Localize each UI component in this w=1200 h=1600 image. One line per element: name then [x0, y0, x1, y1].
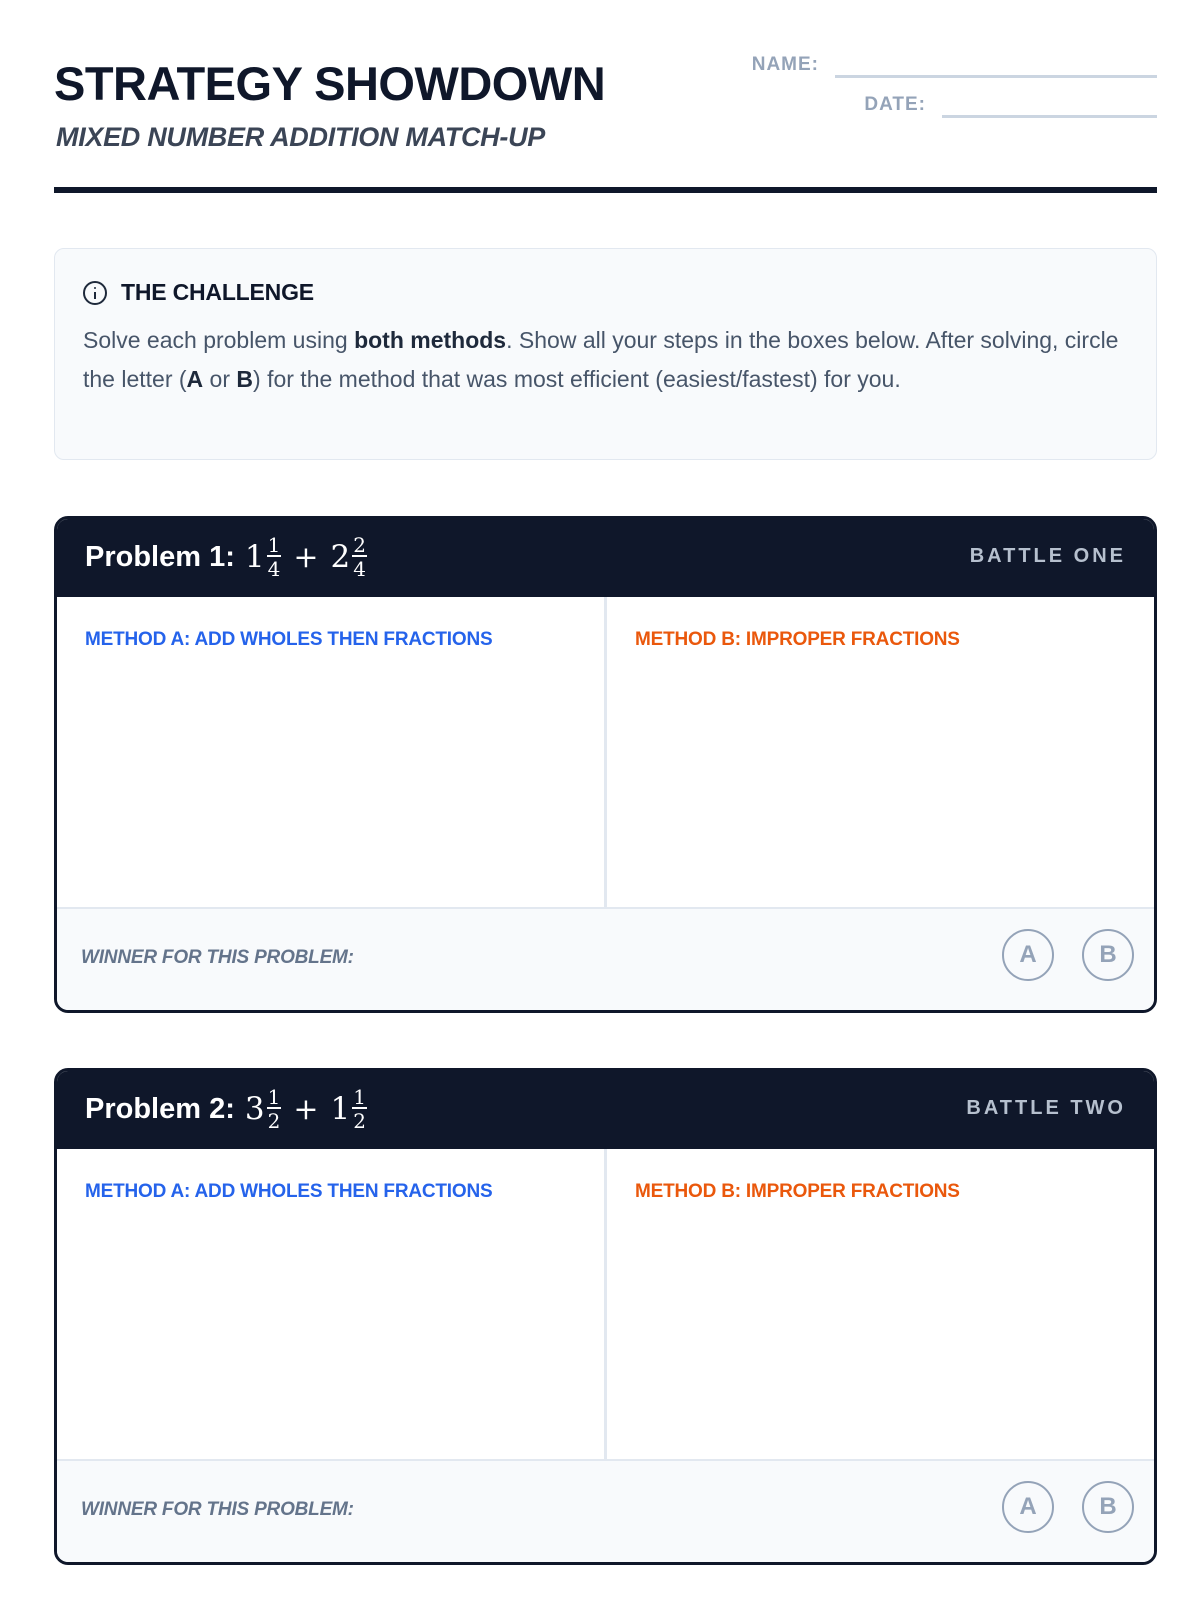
- page-title: STRATEGY SHOWDOWN: [54, 57, 606, 110]
- method-b-label: METHOD B: IMPROPER FRACTIONS: [635, 629, 960, 650]
- method-a-workspace[interactable]: [57, 597, 607, 907]
- battle-tag: BATTLE ONE: [969, 545, 1126, 567]
- date-field[interactable]: [864, 94, 1157, 116]
- date-label: DATE:: [864, 94, 926, 115]
- whole-part: 2: [330, 539, 351, 575]
- instructions-text-1: Solve each problem using: [83, 327, 355, 353]
- winner-label: WINNER FOR THIS PROBLEM:: [81, 947, 354, 968]
- numerator: 2: [353, 533, 366, 557]
- instructions-text-4: ) for the method that was most efficient (easiest/fastest) for you.: [253, 366, 901, 392]
- denominator: 4: [353, 557, 366, 581]
- denominator: 4: [267, 557, 281, 581]
- problem-label: [85, 1087, 367, 1131]
- name-label: NAME:: [751, 54, 819, 75]
- method-b-workspace[interactable]: [607, 1149, 1154, 1459]
- whole-part: 3: [244, 1091, 265, 1127]
- fraction: [267, 1087, 282, 1131]
- winner-row: [57, 907, 1154, 1013]
- choice-b-circle[interactable]: B: [1082, 929, 1134, 981]
- mixed-number: [330, 535, 366, 579]
- method-b-workspace[interactable]: [607, 597, 1154, 907]
- problem-expression: [245, 535, 367, 579]
- header-divider: [54, 187, 1157, 193]
- method-panels: [57, 597, 1154, 907]
- problem-card-1: [54, 516, 1157, 1013]
- challenge-instructions: [83, 321, 1123, 399]
- whole-part: 1: [330, 1091, 351, 1127]
- worksheet-header: [54, 0, 1157, 194]
- problem-header: [57, 1071, 1154, 1149]
- numerator: 1: [267, 533, 281, 557]
- name-field[interactable]: [752, 54, 1157, 76]
- date-line[interactable]: [942, 115, 1157, 118]
- fraction: [352, 1087, 367, 1131]
- problem-number: Problem 1:: [85, 540, 235, 573]
- instructions-text-2: . Show all your steps in the boxes below. After solving, circle the letter (: [83, 327, 1119, 392]
- problem-label: [85, 535, 367, 579]
- method-a-workspace[interactable]: [57, 1149, 607, 1459]
- method-b-label: METHOD B: IMPROPER FRACTIONS: [635, 1181, 960, 1202]
- fraction: [267, 535, 282, 579]
- numerator: 1: [353, 1085, 366, 1109]
- mixed-number: [330, 1087, 366, 1131]
- fraction: [352, 535, 367, 579]
- method-a-label: METHOD A: ADD WHOLES THEN FRACTIONS: [85, 1181, 493, 1202]
- battle-tag: BATTLE TWO: [966, 1097, 1126, 1119]
- plus-sign: +: [293, 539, 319, 575]
- method-a-label: METHOD A: ADD WHOLES THEN FRACTIONS: [85, 629, 493, 650]
- winner-label: WINNER FOR THIS PROBLEM:: [81, 1499, 354, 1520]
- problem-card-2: [54, 1068, 1157, 1565]
- plus-sign: +: [293, 1091, 319, 1127]
- mixed-number: [245, 1087, 281, 1131]
- winner-row: [57, 1459, 1154, 1565]
- instructions-bold-1: both methods: [354, 327, 507, 353]
- numerator: 1: [267, 1085, 281, 1109]
- instructions-bold-2: A: [186, 366, 204, 392]
- challenge-title: THE CHALLENGE: [121, 279, 314, 305]
- problem-expression: [245, 1087, 367, 1131]
- instructions-text-3: or: [203, 366, 237, 392]
- problem-header: [57, 519, 1154, 597]
- problem-number: Problem 2:: [85, 1092, 235, 1125]
- challenge-box: [54, 248, 1157, 460]
- info-icon: [83, 281, 107, 305]
- name-line[interactable]: [835, 75, 1157, 78]
- page-subtitle: MIXED NUMBER ADDITION MATCH-UP: [56, 122, 545, 152]
- instructions-bold-3: B: [236, 366, 254, 392]
- choice-a-circle[interactable]: A: [1002, 1481, 1054, 1533]
- challenge-heading: [83, 279, 314, 306]
- denominator: 2: [353, 1109, 366, 1133]
- choice-a-circle[interactable]: A: [1002, 929, 1054, 981]
- choice-b-circle[interactable]: B: [1082, 1481, 1134, 1533]
- whole-part: 1: [244, 539, 265, 575]
- method-panels: [57, 1149, 1154, 1459]
- denominator: 2: [267, 1109, 281, 1133]
- mixed-number: [245, 535, 281, 579]
